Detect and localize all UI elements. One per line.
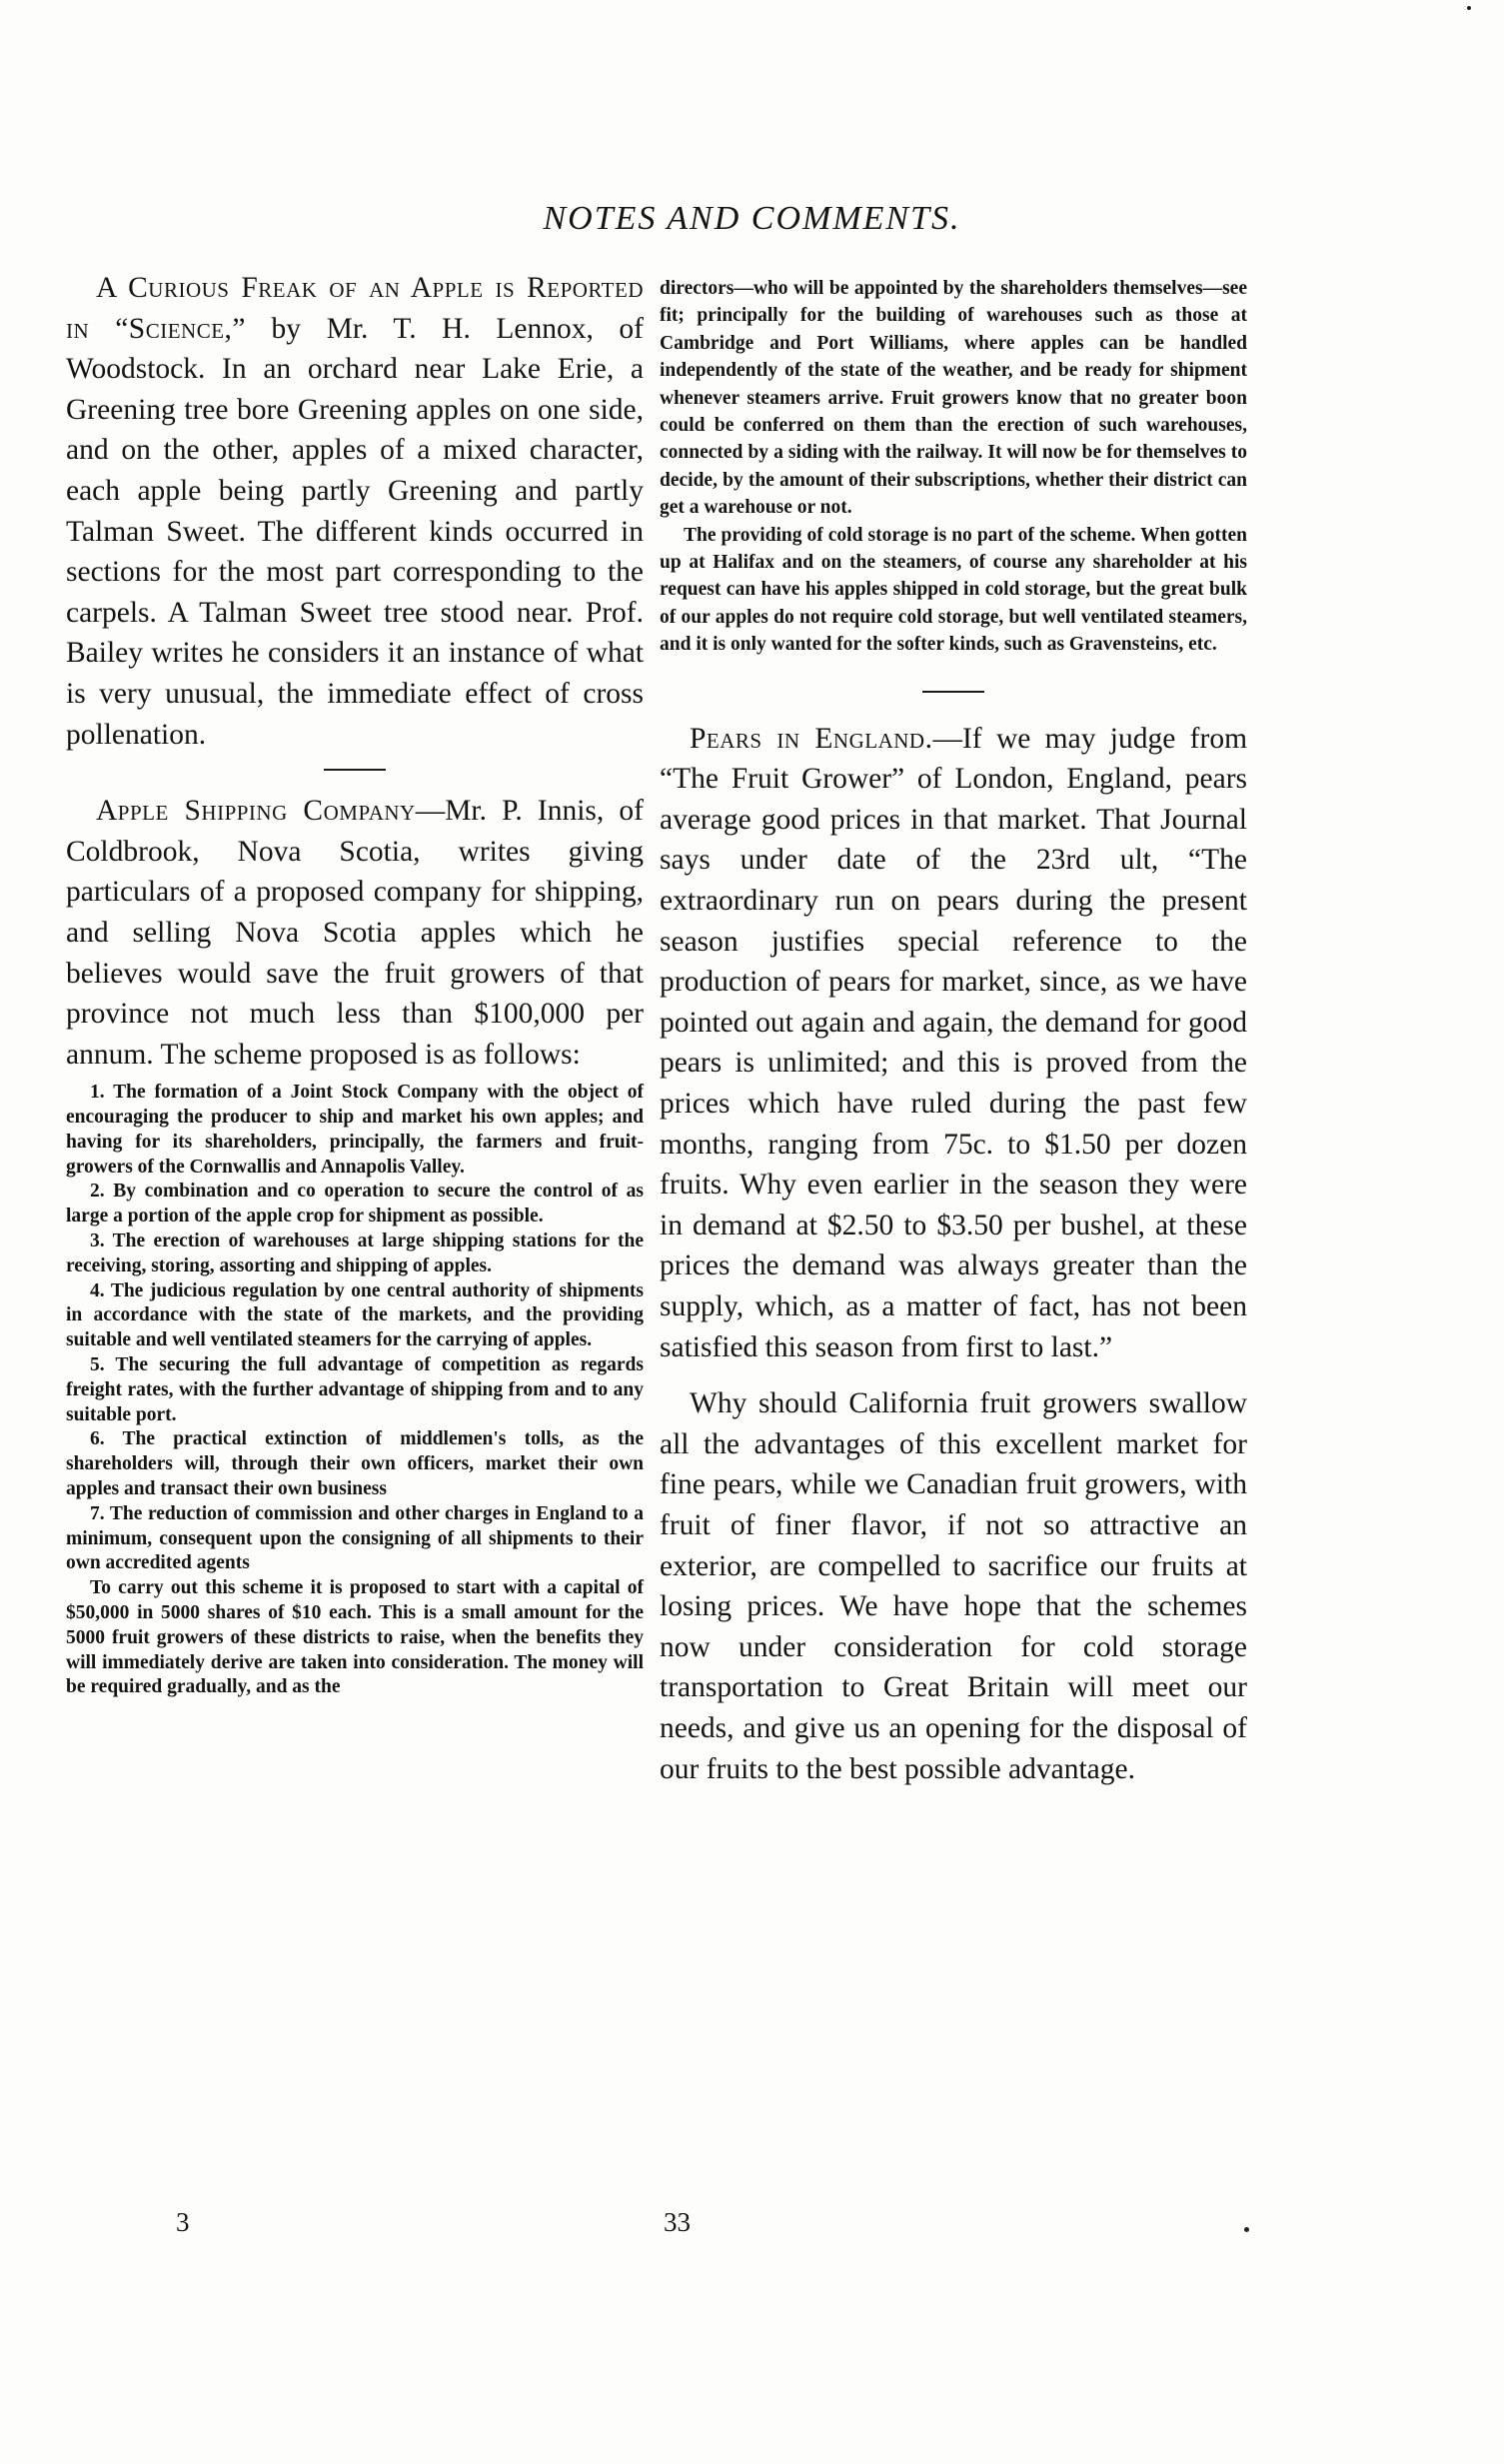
left-column	[66, 268, 644, 1700]
paper-speck	[1244, 2227, 1249, 2232]
scheme-item-7: 7. The reduction of commission and other charges in England to a minimum, consequent upon the consigning of all shipments to their own accredited agents	[66, 1502, 644, 1574]
cold-storage-paragraph: The providing of cold storage is no part of the scheme. When gotten up at Halifax and on the steamers, of course any shareholder at his request can have his apples shipped in cold storage, but the great bulk of our apples do not require cold storage, but well ventilated steamers, and it is only wanted for the softer kinds, such as Gravensteins, etc.	[660, 524, 1247, 656]
right-column	[660, 275, 1247, 1789]
paper-speck	[1467, 6, 1471, 10]
apple-shipping-body: —Mr. P. Innis, of Coldbrook, Nova Scotia, writes giving particulars of a proposed company for shipping, and selling Nova Scotia apples which he believes would save the fruit growers of that province not much less than $100,000 per annum. The scheme proposed is as follows:	[66, 795, 645, 1071]
directors-continuation: directors—who will be appointed by the shareholders themselves—see fit; principally for the building of warehouses such as those at Cambridge and Port Williams, where apples can be handled independently of the state of the weather, and be ready for shipment whenever steamers arrive. Fruit growers know that no greater boon could be conferred on them than the erection of such warehouses, connected by a siding with the railway. It will now be for themselves to decide, by the amount of their subscriptions, whether their district can get a warehouse or not.	[660, 278, 1247, 519]
scheme-item-1: 1. The formation of a Joint Stock Company with the object of encouraging the producer to ship and market his own apples; and having for its shareholders, principally, the farmers and fruit-growers of the Cornwallis and Annapolis Valley.	[66, 1082, 644, 1178]
apple-shipping-paragraph	[66, 791, 644, 1075]
pears-heading: Pears in England.	[690, 722, 933, 755]
curious-apple-paragraph	[66, 268, 644, 755]
scheme-item-6: 6. The practical extinction of middlemen's tolls, as the shareholders will, through their own officers, market their own apples and transact their own business	[66, 1428, 644, 1500]
pears-body: —If we may judge from “The Fruit Grower” of London, England, pears average good prices in that market. That Journal says under date of the 23rd ult, “The extraordinary run on pears during the present season justifies special reference to the production of pears for market, since, as we have pointed out again and again, the demand for good pears is unlimited; and this is proved from the prices which have ruled during the past few months, ranging from 75c. to $1.50 per dozen fruits. Why even earlier in the season they were in demand at $2.50 to $3.50 per bushel, at these prices the demand was always greater than the supply, which, as a matter of fact, has not been satisfied this season from first to last.”	[660, 722, 1248, 1363]
page-title: NOTES AND COMMENTS.	[543, 200, 961, 237]
scheme-list	[66, 1081, 644, 1700]
california-paragraph: Why should California fruit growers swallow all the advantages of this excellent market for fine pears, while we Canadian fruit growers, with fruit of finer flavor, if not so attractive an exterior, are compelled to sacrifice our fruits at losing prices. We have hope that the schemes now under consideration for cold storage transportation to Great Britain will meet our needs, and give us an opening for the disposal of our fruits to the best possible advantage.	[660, 1387, 1247, 1785]
capital-paragraph: To carry out this scheme it is proposed to start with a capital of $50,000 in 5000 shares of $10 each. This is a small amount for the 5000 fruit growers of these districts to raise, when the benefits they will immediately derive are taken into consideration. The money will be required gradually, and as the	[66, 1577, 644, 1698]
section-divider	[922, 691, 984, 693]
section-divider	[324, 769, 386, 771]
apple-shipping-heading: Apple Shipping Company	[96, 795, 416, 828]
pears-paragraph	[660, 719, 1247, 1368]
scheme-item-5: 5. The securing the full advantage of competition as regards freight rates, with the further advantage of shipping from and to any suitable port.	[66, 1354, 644, 1425]
scheme-item-2: 2. By combination and co operation to secure the control of as large a portion of the apple crop for shipment as possible.	[66, 1181, 644, 1228]
page-number: 33	[664, 2207, 691, 2237]
signature-mark: 3	[176, 2207, 190, 2237]
curious-apple-body: by Mr. T. H. Lennox, of Woodstock. In an orchard near Lake Erie, a Greening tree bore Greening apples on one side, and on the other, apples of a mixed character, each apple being partly Greening and partly Talman Sweet. The different kinds occurred in sections for the most part corresponding to the carpels. A Talman Sweet tree stood near. Prof. Bailey writes he considers it an instance of what is very unusual, the immediate effect of cross pollenation.	[66, 312, 644, 751]
curious-apple-heading: A Curious Freak of an Apple is Reported in “Science,”	[66, 272, 644, 345]
scheme-item-3: 3. The erection of warehouses at large shipping stations for the receiving, storing, assorting and shipping of apples.	[66, 1231, 644, 1276]
scheme-item-4: 4. The judicious regulation by one central authority of shipments in accordance with the state of the markets, and the providing suitable and well ventilated steamers for the carrying of apples.	[66, 1279, 644, 1351]
